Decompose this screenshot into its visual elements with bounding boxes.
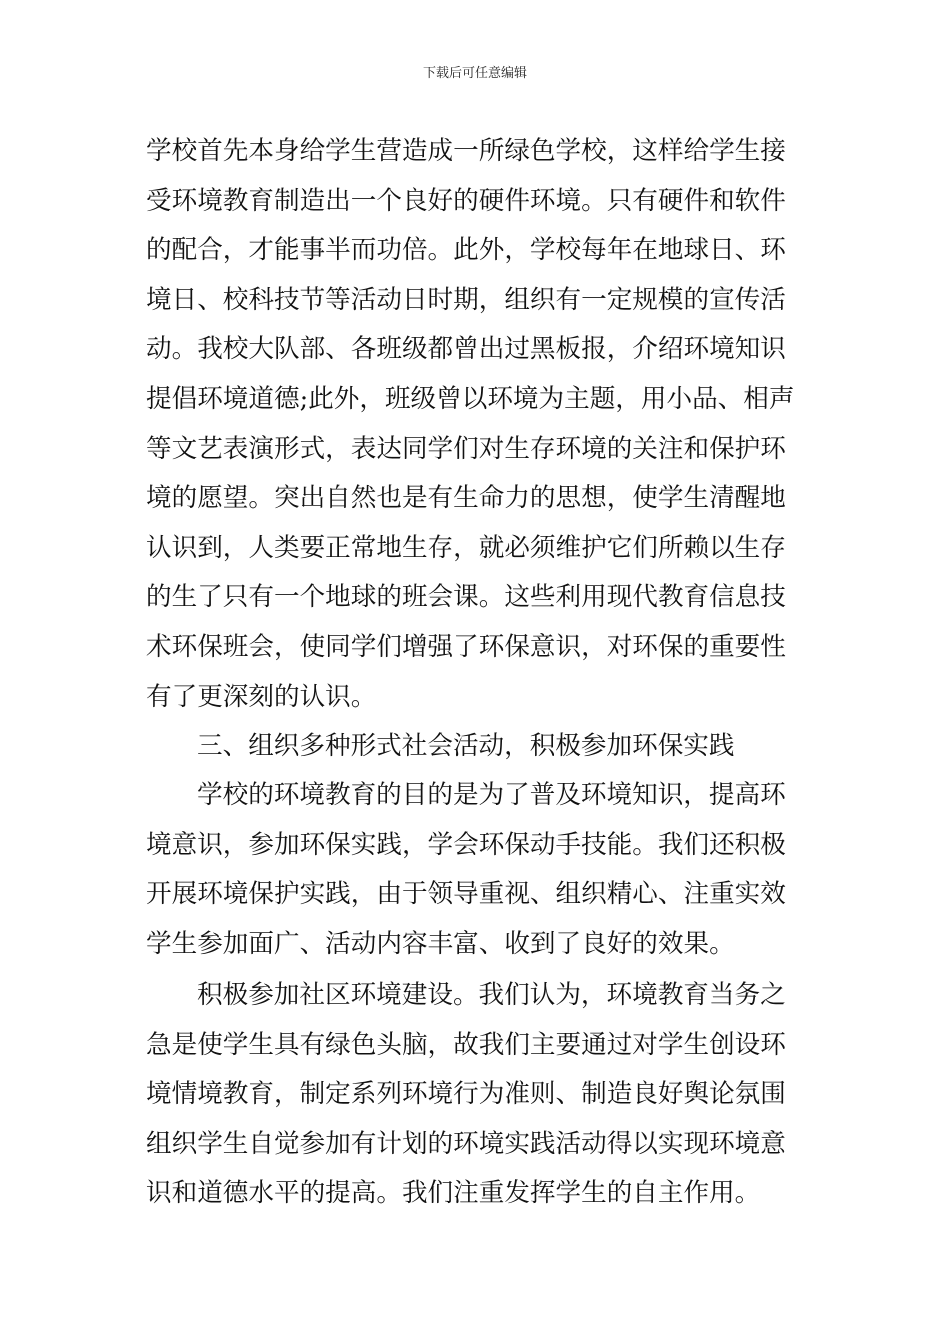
text-line: 急是使学生具有绿色头脑，故我们主要通过对学生创设环	[146, 1029, 786, 1060]
text-line: 动。我校大队部、各班级都曾出过黑板报，介绍环境知识	[146, 334, 786, 365]
text-line: 境情境教育，制定系列环境行为准则、制造良好舆论氛围	[146, 1079, 786, 1110]
text-line: 境意识，参加环保实践，学会环保动手技能。我们还积极	[146, 829, 786, 860]
text-line: 境日、校科技节等活动日时期，组织有一定规模的宣传活	[146, 284, 786, 315]
text-line: 开展环境保护实践，由于领导重视、组织精心、注重实效	[146, 879, 786, 910]
text-line: 积极参加社区环境建设。我们认为，环境教育当务之	[197, 980, 786, 1010]
text-line: 提倡环境道德;此外，班级曾以环境为主题，用小品、相声	[146, 383, 795, 414]
text-line: 术环保班会，使同学们增强了环保意识，对环保的重要性	[146, 631, 786, 662]
text-line: 学校的环境教育的目的是为了普及环境知识，提高环	[197, 780, 786, 810]
text-line: 学校首先本身给学生营造成一所绿色学校，这样给学生接	[146, 136, 786, 166]
section-heading-text: 三、组织多种形式社会活动，积极参加环保实践	[197, 731, 735, 761]
text-line: 境的愿望。突出自然也是有生命力的思想，使学生清醒地	[146, 483, 786, 514]
text-line: 学生参加面广、活动内容丰富、收到了良好的效果。	[146, 928, 735, 959]
paragraph-community-building	[146, 971, 811, 1219]
paragraph-environment-promotion	[146, 127, 811, 722]
text-line: 的生了只有一个地球的班会课。这些利用现代教育信息技	[146, 582, 786, 613]
text-line: 的配合，才能事半而功倍。此外，学校每年在地球日、环	[146, 235, 786, 266]
text-line: 组织学生自觉参加有计划的环境实践活动得以实现环境意	[146, 1128, 786, 1159]
section-heading-3	[146, 722, 811, 772]
paragraph-environmental-practice	[146, 771, 811, 969]
text-line: 受环境教育制造出一个良好的硬件环境。只有硬件和软件	[146, 185, 786, 216]
text-line: 等文艺表演形式，表达同学们对生存环境的关注和保护环	[146, 433, 786, 464]
text-line: 识和道德水平的提高。我们注重发挥学生的自主作用。	[146, 1178, 761, 1209]
text-line: 认识到，人类要正常地生存，就必须维护它们所赖以生存	[146, 532, 786, 563]
page-header-note: 下载后可任意编辑	[422, 66, 527, 81]
text-line: 有了更深刻的认识。	[146, 681, 377, 712]
